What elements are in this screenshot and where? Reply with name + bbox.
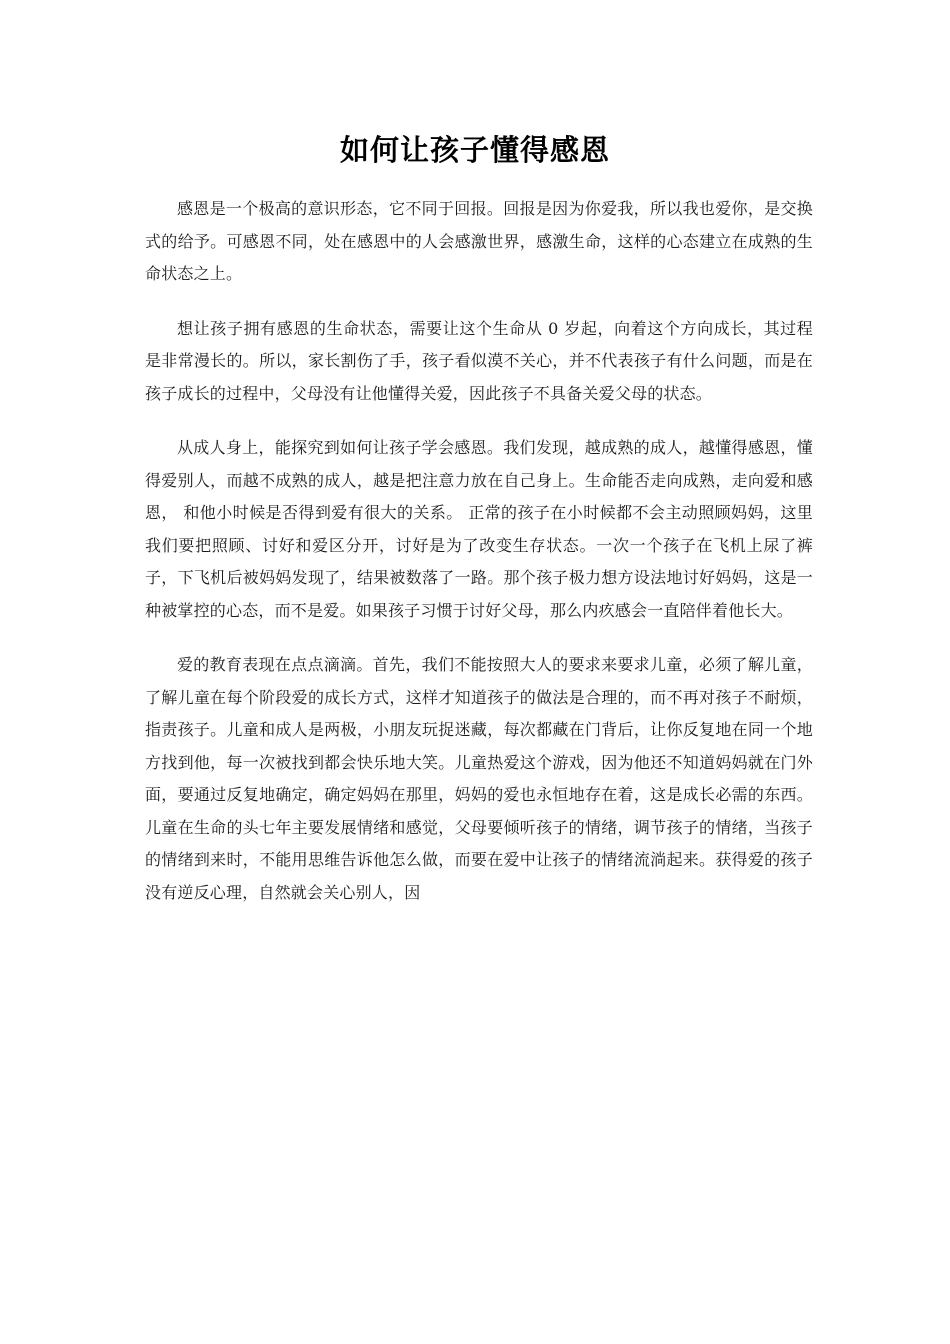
paragraph-4: 爱的教育表现在点点滴滴。首先，我们不能按照大人的要求来要求儿童，必须了解儿童，了解儿童在每个阶段爱的成长方式，这样才知道孩子的做法是合理的，而不再对孩子不耐烦，指责孩子。儿童和成人是两极，小朋友玩捉迷藏，每次都藏在门背后，让你反复地在同一个地方找到他，每一次被找到都会快乐地大笑。儿童热爱这个游戏，因为他还不知道妈妈就在门外面，要通过反复地确定，确定妈妈在那里，妈妈的爱也永恒地存在着，这是成长必需的东西。儿童在生命的头七年主要发展情绪和感觉，父母要倾听孩子的情绪，调节孩子的情绪，当孩子的情绪到来时，不能用思维告诉他怎么做，而要在爱中让孩子的情绪流淌起来。获得爱的孩子没有逆反心理，自然就会关心别人，因 (145, 655, 813, 902)
paragraph-1: 感恩是一个极高的意识形态，它不同于回报。回报是因为你爱我，所以我也爱你，是交换式的给予。可感恩不同，处在感恩中的人会感激世界，感激生命，这样的心态建立在成熟的生命状态之上。 (145, 199, 813, 283)
document-body (145, 193, 813, 931)
document-title: 如何让孩子懂得感恩 (339, 133, 610, 167)
paragraph-2: 想让孩子拥有感恩的生命状态，需要让这个生命从 0 岁起，向着这个方向成长，其过程是非常漫长的。所以，家长割伤了手，孩子看似漠不关心，并不代表孩子有什么问题，而是在孩子成长的过程中，父母没有让他懂得关爱，因此孩子不具备关爱父母的状态。 (145, 318, 813, 403)
paragraph-3: 从成人身上，能探究到如何让孩子学会感恩。我们发现，越成熟的成人，越懂得感恩，懂得爱别人，而越不成熟的成人，越是把注意力放在自己身上。生命能否走向成熟，走向爱和感恩， 和他小时候是否得到爱有很大的关系。 正常的孩子在小时候都不会主动照顾妈妈，这里我们要把照顾、讨好和爱区分开，讨好是为了改变生存状态。一次一个孩子在飞机上尿了裤子，下飞机后被妈妈发现了，结果被数落了一路。那个孩子极力想方设法地讨好妈妈，这是一种被掌控的心态，而不是爱。如果孩子习惯于讨好父母，那么内疚感会一直陪伴着他长大。 (145, 438, 813, 620)
